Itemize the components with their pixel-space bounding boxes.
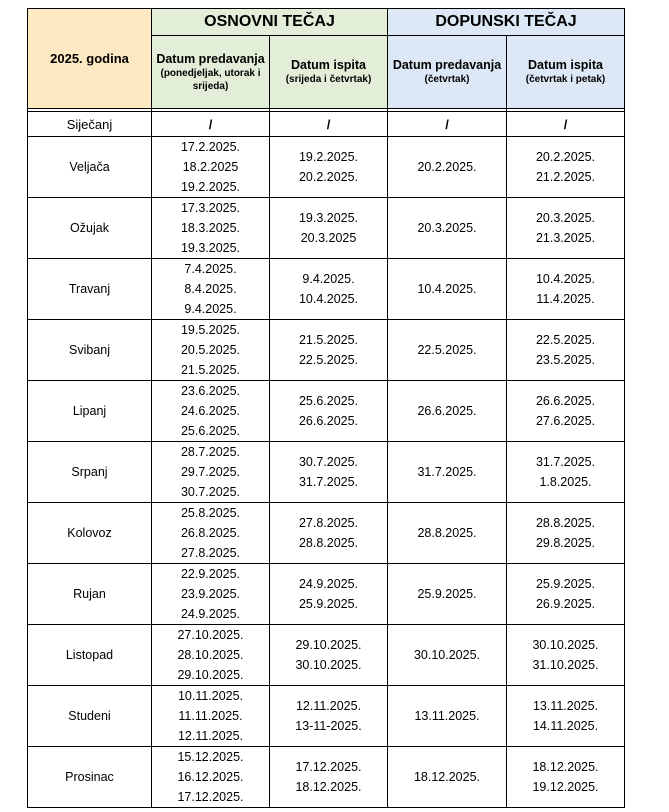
date-text: 22.5.2025. [298,353,359,367]
date-text: 22.5.2025. [535,333,596,347]
osnovni-lecture-cell [152,137,270,198]
month-cell: Travanj [28,259,152,320]
date-text: 9.4.2025. [302,272,355,286]
date-text: 23.9.2025. [180,587,241,601]
date-text: 23.6.2025. [180,384,241,398]
date-text: 28.8.2025. [535,516,596,530]
osnovni-exam-cell [270,747,388,808]
table-row [28,320,625,381]
date-text: 20.2.2025. [417,160,477,174]
date-text: 7.4.2025. [184,262,237,276]
header-row-top [28,9,625,36]
date-text: 26.9.2025. [535,597,596,611]
dopunski-lecture-header [388,36,507,109]
dopunski-exam-cell [507,137,625,198]
osnovni-exam-title: Datum ispita [290,58,366,72]
osnovni-exam-cell [270,320,388,381]
osnovni-lecture-cell [152,564,270,625]
dopunski-exam-note: (četvrtak i petak) [525,74,606,85]
dopunski-exam-cell [507,381,625,442]
date-text: 19.2.2025. [180,180,241,194]
dopunski-lecture-cell [388,564,507,625]
dopunski-lecture-cell [388,625,507,686]
osnovni-exam-note: (srijeda i četvrtak) [285,74,372,85]
osnovni-lecture-cell [152,686,270,747]
date-text: 25.9.2025. [535,577,596,591]
date-text: 25.9.2025. [298,597,359,611]
table-row [28,625,625,686]
date-text: 8.4.2025. [184,282,237,296]
dopunski-exam-header [507,36,625,109]
dopunski-exam-cell [507,625,625,686]
date-text: 30.7.2025. [180,485,241,499]
dopunski-exam-cell [507,686,625,747]
month-cell: Studeni [28,686,152,747]
date-text: 19.3.2025. [298,211,359,225]
date-text: 30.10.2025. [413,648,481,662]
dopunski-exam-title: Datum ispita [528,58,604,72]
date-text: 19.12.2025. [532,780,599,794]
date-text: 25.8.2025. [180,506,241,520]
date-text: 9.4.2025. [184,302,237,316]
dopunski-exam-cell [507,503,625,564]
date-text: 20.2.2025. [298,170,359,184]
month-cell: Svibanj [28,320,152,381]
table-row [28,686,625,747]
dopunski-lecture-title: Datum predavanja [392,58,502,72]
date-text: 21.5.2025. [180,363,241,377]
date-text: 24.9.2025. [180,607,241,621]
date-text: 25.6.2025. [180,424,241,438]
dopunski-exam-cell: / [507,112,625,137]
date-text: 30.7.2025. [298,455,359,469]
date-text: 18.12.2025. [532,760,599,774]
schedule-table [27,8,625,808]
date-text: 20.3.2025. [417,221,477,235]
date-text: 22.5.2025. [417,343,477,357]
osnovni-lecture-cell [152,198,270,259]
osnovni-exam-cell [270,686,388,747]
date-text: 20.5.2025. [180,343,241,357]
date-text: 25.6.2025. [298,394,359,408]
date-text: 24.9.2025. [298,577,359,591]
osnovni-lecture-cell [152,503,270,564]
date-text: 28.8.2025. [417,526,477,540]
month-cell: Rujan [28,564,152,625]
date-text: 25.9.2025. [417,587,477,601]
date-text: 31.10.2025. [532,658,599,672]
date-text: 18.12.2025. [295,780,362,794]
date-text: 15.12.2025. [177,750,244,764]
date-text: 17.12.2025. [295,760,362,774]
date-text: 31.7.2025. [417,465,477,479]
date-text: 10.4.2025. [417,282,477,296]
date-text: 17.12.2025. [177,790,244,804]
date-text: 12.11.2025. [295,699,362,713]
date-text: 29.10.2025. [177,668,244,682]
date-text: 12.11.2025. [177,729,244,743]
osnovni-exam-cell [270,381,388,442]
date-text: 21.3.2025. [535,231,596,245]
table-row-sijecanj [28,112,625,137]
dopunski-lecture-cell [388,442,507,503]
date-text: 26.6.2025. [535,394,596,408]
dopunski-lecture-cell [388,259,507,320]
date-text: 14.11.2025. [532,719,599,733]
date-text: 23.5.2025. [535,353,596,367]
osnovni-exam-header [270,36,388,109]
date-text: 18.12.2025. [413,770,481,784]
date-text: 10.4.2025. [298,292,359,306]
osnovni-lecture-header [152,36,270,109]
dopunski-exam-cell [507,564,625,625]
month-cell: Lipanj [28,381,152,442]
date-text: 22.9.2025. [180,567,241,581]
dopunski-exam-cell [507,320,625,381]
date-text: 30.10.2025. [532,638,599,652]
osnovni-title: OSNOVNI TEČAJ [204,13,335,30]
year-header [28,9,152,109]
dopunski-lecture-cell [388,747,507,808]
osnovni-exam-cell [270,564,388,625]
osnovni-exam-cell [270,503,388,564]
date-text: 30.10.2025. [295,658,362,672]
month-cell: Prosinac [28,747,152,808]
date-text: 18.2.2025 [182,160,239,174]
date-text: 20.3.2025. [535,211,596,225]
date-text: 29.7.2025. [180,465,241,479]
dopunski-title: DOPUNSKI TEČAJ [435,13,577,30]
date-text: 13-11-2025. [295,719,362,733]
month-cell: Listopad [28,625,152,686]
osnovni-exam-cell [270,198,388,259]
osnovni-exam-cell [270,259,388,320]
dopunski-exam-cell [507,747,625,808]
month-cell: Srpanj [28,442,152,503]
table-row [28,198,625,259]
osnovni-header [152,9,388,36]
date-text: 29.8.2025. [535,536,596,550]
date-text: 28.8.2025. [298,536,359,550]
osnovni-exam-cell [270,442,388,503]
date-text: 26.8.2025. [180,526,241,540]
month-cell: Ožujak [28,198,152,259]
date-text: 11.4.2025. [536,292,595,306]
date-text: 31.7.2025. [535,455,596,469]
date-text: 27.8.2025. [180,546,241,560]
date-text: 16.12.2025. [177,770,244,784]
table-row [28,381,625,442]
date-text: 18.3.2025. [180,221,241,235]
dopunski-lecture-cell [388,381,507,442]
dopunski-lecture-cell [388,503,507,564]
month-cell: Siječanj [28,112,152,137]
date-text: 29.10.2025. [295,638,362,652]
osnovni-lecture-cell [152,320,270,381]
dopunski-header [388,9,625,36]
date-text: 31.7.2025. [298,475,359,489]
dopunski-lecture-note: (četvrtak) [424,74,470,85]
table-row [28,259,625,320]
osnovni-lecture-cell [152,625,270,686]
table-row [28,503,625,564]
table-row [28,137,625,198]
month-cell: Veljača [28,137,152,198]
date-text: 1.8.2025. [539,475,592,489]
date-text: 17.3.2025. [180,201,241,215]
dopunski-exam-cell [507,442,625,503]
dopunski-exam-cell [507,198,625,259]
date-text: 10.4.2025. [535,272,596,286]
date-text: 13.11.2025. [414,709,480,723]
date-text: 20.3.2025 [300,231,357,245]
date-text: 21.2.2025. [535,170,596,184]
dopunski-lecture-cell: / [388,112,507,137]
osnovni-exam-cell: / [270,112,388,137]
date-text: 20.2.2025. [535,150,596,164]
table-row [28,442,625,503]
osnovni-lecture-cell [152,259,270,320]
date-text: 28.7.2025. [180,445,241,459]
date-text: 19.2.2025. [298,150,359,164]
date-text: 10.11.2025. [177,689,244,703]
date-text: 19.3.2025. [180,241,241,255]
month-cell: Kolovoz [28,503,152,564]
osnovni-exam-cell [270,625,388,686]
date-text: 26.6.2025. [417,404,477,418]
osnovni-lecture-cell [152,381,270,442]
dopunski-lecture-cell [388,320,507,381]
date-text: 27.10.2025. [177,628,244,642]
dopunski-exam-cell [507,259,625,320]
date-text: 19.5.2025. [180,323,241,337]
year-label: 2025. godina [50,51,129,66]
dopunski-lecture-cell [388,137,507,198]
date-text: 13.11.2025. [532,699,599,713]
date-text: 27.6.2025. [535,414,596,428]
date-text: 17.2.2025. [180,140,241,154]
osnovni-lecture-note: (ponedjeljak, utorak i srijeda) [160,67,261,92]
table-row [28,747,625,808]
date-text: 28.10.2025. [177,648,244,662]
date-text: 11.11.2025. [178,709,243,723]
dopunski-lecture-cell [388,686,507,747]
osnovni-lecture-title: Datum predavanja [156,51,265,66]
dopunski-lecture-cell [388,198,507,259]
date-text: 21.5.2025. [298,333,359,347]
date-text: 26.6.2025. [298,414,359,428]
osnovni-lecture-cell [152,747,270,808]
table-row [28,564,625,625]
osnovni-exam-cell [270,137,388,198]
osnovni-lecture-cell: / [152,112,270,137]
date-text: 24.6.2025. [180,404,241,418]
date-text: 27.8.2025. [298,516,359,530]
osnovni-lecture-cell [152,442,270,503]
